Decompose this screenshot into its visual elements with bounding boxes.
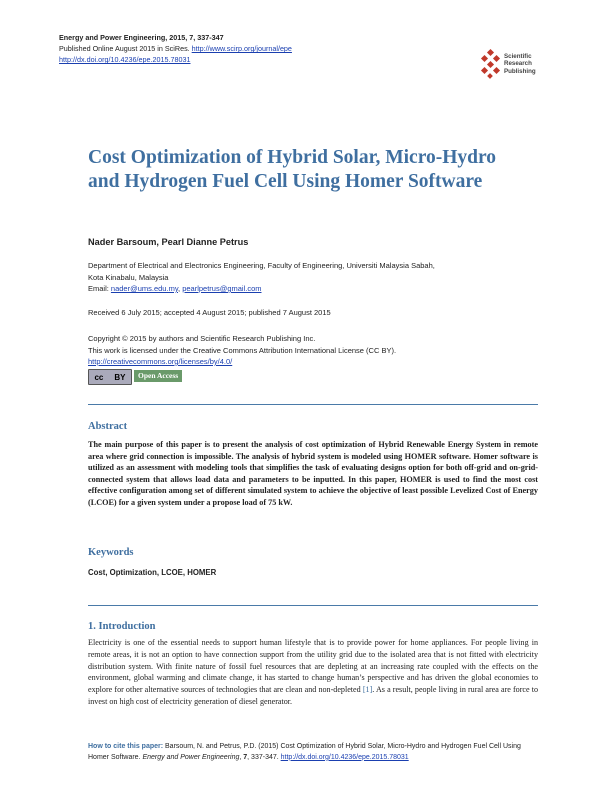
doi-link[interactable]: http://dx.doi.org/10.4236/epe.2015.78031 [59, 55, 191, 64]
publisher-logo-text [504, 53, 536, 75]
cc-by-badge[interactable] [88, 369, 132, 385]
citation-volume: 7 [243, 753, 248, 761]
authors: Nader Barsoum, Pearl Dianne Petrus [88, 237, 249, 247]
intro-text [88, 637, 538, 708]
abstract-text: The main purpose of this paper is to present the analysis of cost optimization of Hybrid Renewable Energy System in remote area where grid connection is impossible. The analysis of hybrid system is modeled using HOMER software. Homer software is utilized as an assessment with modeling tools that simplifies the task of evaluating designs option for both off-grid and on-grid-connected system that allows load data and parameters to be inputted. In this paper, HOMER is used to find the most cost effective configuration among set of different simulated system to achieve the objective of least possible Levelized Cost of Energy (LCOE) for a given system under a propose load of 75 kW. [88, 440, 538, 507]
citation-journal: Energy and Power Engineering [142, 753, 240, 761]
publisher-logo-icon [478, 48, 504, 80]
published-line [59, 43, 379, 54]
keywords-heading: Keywords [88, 547, 134, 558]
citation-doi-link[interactable]: http://dx.doi.org/10.4236/epe.2015.78031 [280, 753, 409, 761]
affiliation [88, 260, 528, 295]
reference-link[interactable]: [1] [362, 685, 373, 695]
intro-text-before: Electricity is one of the essential needs to support human lifestyle that is to provide power for home appliances. For people living in remote areas, it is not an option to have connection support from the utility grid due to the isolated area that is not fitted with electricity distribution system. With finite nature of fossil fuel resources that are depleting at an increasing rate coupled with the effects on the environment, global warming and climate change, it has started to change human’s perspective and has driven the global economies to explore for other alternative sources of technologies that are clean and non-depleted [88, 638, 538, 695]
paper-title: Cost Optimization of Hybrid Solar, Micro-Hydro and Hydrogen Fuel Cell Using Homer Software [88, 147, 497, 192]
open-access-badge[interactable]: Open Access [134, 370, 182, 382]
email-line [88, 283, 528, 295]
abstract-rule [88, 404, 538, 405]
email-label: Email: [88, 284, 111, 293]
dates: Received 6 July 2015; accepted 4 August 2015; published 7 August 2015 [88, 308, 331, 317]
intro-text-after: . As a result, people living in rural area are force to invest on high cost of electricity generation of diesel generator. [88, 685, 538, 706]
copyright [88, 333, 528, 368]
citation-pages: , 337-347. [247, 753, 281, 761]
license-link[interactable]: http://creativecommons.org/licenses/by/4.0/ [88, 357, 233, 366]
intro-heading: 1. Introduction [88, 621, 156, 632]
email-separator: , [178, 284, 183, 293]
affiliation-line-2: Kota Kinabalu, Malaysia [88, 272, 169, 282]
cc-icon: cc [94, 372, 104, 382]
logo-line-3: Publishing [504, 67, 536, 75]
copyright-line-2: This work is licensed under the Creative Commons Attribution International License (CC BY). [88, 345, 397, 355]
publisher-logo [478, 48, 548, 84]
by-icon: BY [114, 372, 126, 382]
email-link-2[interactable]: pearlpetrus@gmail.com [182, 284, 262, 293]
email-link-1[interactable]: nader@ums.edu.my [110, 284, 179, 293]
affiliation-line-1: Department of Electrical and Electronics Engineering, Faculty of Engineering, Universiti Malaysia Sabah, [88, 261, 435, 270]
journal-info: Energy and Power Engineering, 2015, 7, 337-347 [59, 33, 224, 42]
citation [88, 742, 538, 764]
keywords-text: Cost, Optimization, LCOE, HOMER [88, 568, 217, 577]
logo-line-2: Research [504, 60, 532, 68]
journal-link[interactable]: http://www.scirp.org/journal/epe [191, 44, 292, 53]
intro-rule [88, 605, 538, 606]
copyright-line-1: Copyright © 2015 by authors and Scientific Research Publishing Inc. [88, 334, 316, 343]
citation-label: How to cite this paper: [88, 743, 166, 750]
published-prefix: Published Online August 2015 in SciRes. [59, 44, 192, 53]
abstract-heading: Abstract [88, 421, 128, 432]
logo-line-1: Scientific [504, 53, 532, 60]
citation-separator: , [239, 753, 244, 761]
citation-text: Barsoum, N. and Petrus, P.D. (2015) Cost Optimization of Hybrid Solar, Micro-Hydro and Hydrogen Fuel Cell Using Homer Software. [88, 743, 521, 761]
journal-header [59, 32, 379, 65]
